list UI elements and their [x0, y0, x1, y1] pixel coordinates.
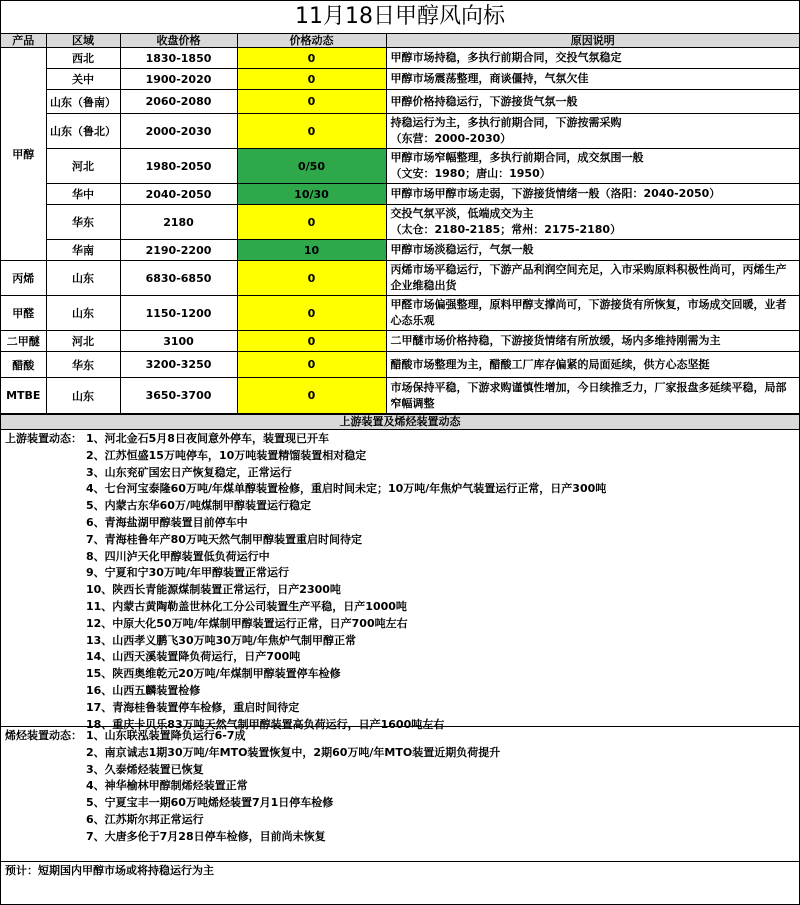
indent [5, 498, 86, 515]
price-cell: 2040-2050 [120, 184, 237, 205]
table-row [1, 240, 799, 261]
reason-line: 醋酸市场整理为主，醋酸工厂库存偏紧的局面延续，供方心态坚挺 [390, 357, 710, 371]
list-item [5, 778, 795, 795]
product-cell: 醋酸 [1, 352, 46, 378]
region-cell: 西北 [46, 48, 120, 69]
indent [5, 762, 86, 779]
list-item [5, 616, 795, 633]
list-item [5, 565, 795, 582]
change-cell: 0 [237, 205, 386, 240]
change-cell: 0 [237, 331, 386, 352]
list-item-text: 14、山西天溪装置降负荷运行，日产700吨 [86, 650, 301, 664]
list-item [5, 666, 795, 683]
reason-cell [386, 331, 799, 352]
price-cell: 1980-2050 [120, 149, 237, 184]
reason-line: （文安：1980；唐山：1950） [390, 167, 551, 180]
region-cell: 山东（鲁南） [46, 90, 120, 114]
price-cell: 2060-2080 [120, 90, 237, 114]
region-cell: 山东 [46, 296, 120, 331]
indent [5, 649, 86, 666]
list-item-text: 5、宁夏宝丰一期60万吨烯烃装置7月1日停车检修 [86, 796, 334, 810]
reason-line: 市场保持平稳，下游求购谨慎性增加，今日续推乏力，厂家报盘多延续平稳，局部窄幅调整 [390, 380, 787, 410]
table-row [1, 69, 799, 90]
change-cell: 0 [237, 296, 386, 331]
change-cell: 0 [237, 352, 386, 378]
reason-cell [386, 261, 799, 296]
change-cell: 0 [237, 69, 386, 90]
table-row [1, 378, 799, 414]
list-item [5, 515, 795, 532]
change-cell: 0 [237, 114, 386, 149]
reason-line: 甲醇市场窄幅整理，多执行前期合同，成交氛围一般 [390, 151, 644, 164]
list-item-text: 7、大唐多伦于7月28日停车检修，目前尚未恢复 [86, 829, 326, 843]
section-title: 上游装置及烯烃装置动态 [1, 414, 799, 430]
reason-line: 甲醇市场持稳，多执行前期合同，交投气氛稳定 [390, 51, 622, 64]
list-item-text: 4、七台河宝泰隆60万吨/年煤单醇装置检修，重启时间未定；10万吨/年焦炉气装置运行正常，日产300吨 [86, 482, 607, 496]
downstream-label: 烯烃装置动态： [5, 729, 82, 742]
indent [5, 829, 86, 846]
table-row [1, 261, 799, 296]
table-header-row [1, 34, 799, 48]
price-cell: 3650-3700 [120, 378, 237, 414]
change-cell: 10/30 [237, 184, 386, 205]
list-item-text: 12、中原大化50万吨/年煤制甲醇装置运行正常，日产700吨左右 [86, 616, 408, 630]
reason-cell [386, 48, 799, 69]
list-item-text: 10、陕西长青能源煤制装置正常运行，日产2300吨 [86, 583, 341, 597]
reason-cell [386, 149, 799, 184]
region-cell: 山东 [46, 378, 120, 414]
reason-line: 甲醇价格持稳运行，下游接货气氛一般 [390, 94, 578, 108]
region-cell: 山东 [46, 261, 120, 296]
table-row [1, 114, 799, 149]
indent [5, 778, 86, 795]
upstream-label: 上游装置动态： [5, 432, 82, 445]
indent [5, 745, 86, 762]
list-item [5, 829, 795, 846]
list-item [5, 812, 795, 829]
reason-line: 甲醇市场震荡整理，商谈僵持，气氛欠佳 [390, 72, 589, 85]
list-item [5, 481, 795, 498]
list-item-text: 1、河北金石5月8日夜间意外停车，装置现已开车 [86, 432, 329, 445]
product-cell: 二甲醚 [1, 331, 46, 352]
list-item-text: 11、内蒙古黄陶勒盖世林化工分公司装置生产平稳，日产1000吨 [86, 599, 407, 613]
reason-line: （太仓：2180-2185；常州：2175-2180） [390, 223, 622, 236]
reason-line: 交投气氛平淡，低端成交为主 [390, 207, 534, 220]
table-row [1, 352, 799, 378]
price-cell: 2190-2200 [120, 240, 237, 261]
region-cell: 河北 [46, 331, 120, 352]
indent [5, 465, 86, 482]
indent [5, 700, 86, 717]
change-cell: 0 [237, 48, 386, 69]
price-cell: 2180 [120, 205, 237, 240]
table-row [1, 90, 799, 114]
indent [5, 666, 86, 683]
list-item [5, 762, 795, 779]
region-cell: 华中 [46, 184, 120, 205]
reason-line: （东营：2000-2030） [390, 132, 512, 145]
list-item [5, 683, 795, 700]
reason-cell [386, 90, 799, 114]
table-row [1, 184, 799, 205]
list-item [5, 498, 795, 515]
indent [5, 812, 86, 829]
list-item [5, 431, 795, 448]
product-cell: MTBE [1, 378, 46, 414]
indent [5, 616, 86, 633]
price-cell: 6830-6850 [120, 261, 237, 296]
reason-line: 二甲醚市场价格持稳，下游接货情绪有所放缓，场内多维持刚需为主 [390, 334, 721, 347]
list-item-text: 2、南京诚志1期30万吨/年MTO装置恢复中，2期60万吨/年MTO装置近期负荷提升 [86, 745, 501, 759]
list-item-text: 5、内蒙古东华60万/吨煤制甲醇装置运行稳定 [86, 499, 311, 513]
list-item-text: 16、山西五麟装置检修 [86, 683, 201, 697]
price-cell: 1150-1200 [120, 296, 237, 331]
header-change: 价格动态 [237, 34, 386, 48]
list-item-text: 8、四川泸天化甲醇装置低负荷运行中 [86, 549, 270, 563]
reason-line: 持稳运行为主，多执行前期合同，下游按需采购 [390, 116, 622, 129]
list-item-text: 9、宁夏和宁30万吨/年甲醇装置正常运行 [86, 566, 289, 580]
list-item-text: 1、山东联泓装置降负运行6-7成 [86, 729, 246, 742]
indent [5, 532, 86, 549]
list-item [5, 549, 795, 566]
region-cell: 华东 [46, 352, 120, 378]
list-item [5, 465, 795, 482]
olefin-status-block [1, 727, 799, 862]
header-reason: 原因说明 [386, 34, 799, 48]
indent [5, 582, 86, 599]
indent [5, 795, 86, 812]
list-item-text: 3、久泰烯烃装置已恢复 [86, 762, 204, 776]
list-item-text: 7、青海桂鲁年产80万吨天然气制甲醇装置重启时间待定 [86, 532, 362, 546]
list-item [5, 532, 795, 549]
header-price: 收盘价格 [120, 34, 237, 48]
reason-cell [386, 114, 799, 149]
product-cell: 甲醛 [1, 296, 46, 331]
list-item-text: 3、山东兖矿国宏日产恢复稳定，正常运行 [86, 465, 292, 479]
list-item-text: 13、山西孝义鹏飞30万吨30万吨/年焦炉气制甲醇正常 [86, 633, 356, 647]
list-item [5, 582, 795, 599]
list-item [5, 649, 795, 666]
indent [5, 565, 86, 582]
price-cell: 1830-1850 [120, 48, 237, 69]
change-cell: 0 [237, 378, 386, 414]
reason-line: 丙烯市场平稳运行，下游产品利润空间充足，入市采购原料积极性尚可，丙烯生产企业维稳出货 [390, 263, 787, 292]
table-row [1, 296, 799, 331]
indent [5, 683, 86, 700]
region-cell: 山东（鲁北） [46, 114, 120, 149]
table-row [1, 331, 799, 352]
table-row [1, 48, 799, 69]
reason-line: 甲醛市场偏强整理，原料甲醇支撑尚可，下游接货有所恢复，市场成交回暖，业者心态乐观 [390, 298, 787, 327]
list-item [5, 633, 795, 650]
indent [5, 633, 86, 650]
change-cell: 0 [237, 90, 386, 114]
reason-cell [386, 352, 799, 378]
list-item [5, 448, 795, 465]
region-cell: 华东 [46, 205, 120, 240]
reason-cell [386, 240, 799, 261]
reason-cell [386, 69, 799, 90]
reason-cell [386, 205, 799, 240]
table-row [1, 205, 799, 240]
reason-cell [386, 378, 799, 414]
page-title: 11月18日甲醇风向标 [1, 1, 799, 34]
list-item-text: 18、重庆卡贝乐83万吨天然气制甲醇装置高负荷运行，日产1600吨左右 [86, 717, 445, 731]
list-item [5, 795, 795, 812]
indent [5, 515, 86, 532]
price-cell: 1900-2020 [120, 69, 237, 90]
header-region: 区域 [46, 34, 120, 48]
price-cell: 3100 [120, 331, 237, 352]
list-item-text: 17、青海桂鲁装置停车检修，重启时间待定 [86, 700, 300, 714]
reason-line: 甲醇市场甲醇市场走弱，下游接货情绪一般（洛阳：2040-2050） [390, 187, 721, 200]
list-item-text: 15、陕西奥维乾元20万吨/年煤制甲醇装置停车检修 [86, 667, 341, 681]
product-cell: 丙烯 [1, 261, 46, 296]
change-cell: 10 [237, 240, 386, 261]
region-cell: 关中 [46, 69, 120, 90]
change-cell: 0 [237, 261, 386, 296]
list-item-text: 2、江苏恒盛15万吨停车，10万吨装置精馏装置相对稳定 [86, 448, 367, 462]
list-item [5, 599, 795, 616]
list-item-text: 6、青海盐湖甲醇装置目前停车中 [86, 515, 248, 529]
list-item [5, 745, 795, 762]
region-cell: 河北 [46, 149, 120, 184]
header-product: 产品 [1, 34, 46, 48]
reason-line: 甲醇市场淡稳运行，气氛一般 [390, 243, 534, 256]
forecast-text: 预计：短期国内甲醇市场或将持稳运行为主 [5, 864, 214, 877]
list-item [5, 700, 795, 717]
upstream-status-block [1, 430, 799, 731]
reason-cell [386, 296, 799, 331]
reason-cell [386, 184, 799, 205]
price-cell: 3200-3250 [120, 352, 237, 378]
product-cell: 甲醇 [1, 48, 46, 261]
indent [5, 549, 86, 566]
table-row [1, 149, 799, 184]
indent [5, 448, 86, 465]
region-cell: 华南 [46, 240, 120, 261]
list-item-text: 4、神华榆林甲醇制烯烃装置正常 [86, 779, 248, 793]
change-cell: 0/50 [237, 149, 386, 184]
indent [5, 481, 86, 498]
price-cell: 2000-2030 [120, 114, 237, 149]
price-table [1, 34, 799, 414]
list-item-text: 6、江苏斯尔邦正常运行 [86, 812, 204, 826]
indent [5, 599, 86, 616]
